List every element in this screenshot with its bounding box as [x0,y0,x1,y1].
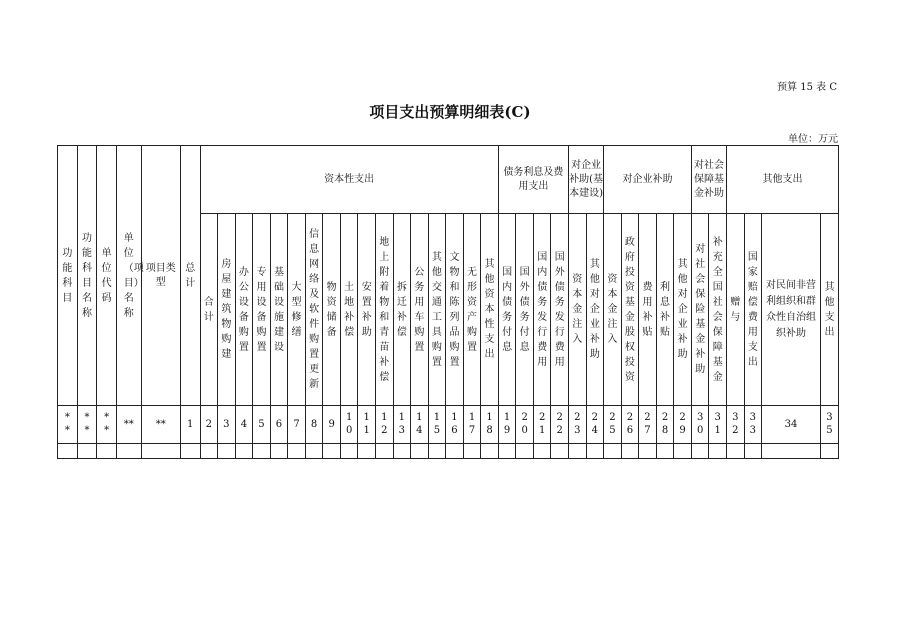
code-cell: 22 [551,406,569,444]
group-debt: 债务利息及费用支出 [498,146,568,214]
unit-label: 单位：万元 [788,134,838,145]
code-cell: 16 [446,406,464,444]
code-cell: 8 [305,406,323,444]
sub-col: 国内债务发行费用 [533,214,551,406]
code-cell: 20 [516,406,534,444]
sub-col: 资本金注入 [569,214,587,406]
code-cell: 34 [762,406,821,444]
sub-col: 其他交通工具购置 [428,214,446,406]
sub-col: 资本金注入 [604,214,622,406]
sub-col: 补充全国社会保障基金 [709,214,727,406]
sub-col: 专用设备购置 [253,214,271,406]
sub-col: 国外债务发行费用 [551,214,569,406]
sub-col: 政府投资基金股权投资 [621,214,639,406]
code-cell: 32 [727,406,745,444]
code-cell: 30 [691,406,709,444]
sub-col: 土地补偿 [340,214,358,406]
code-cell: 6 [270,406,288,444]
code-cell: 17 [463,406,481,444]
code-cell: 31 [709,406,727,444]
code-cell: 9 [323,406,341,444]
sub-col: 拆迁补偿 [393,214,411,406]
code-cell: ** [141,406,180,444]
code-cell: 18 [481,406,499,444]
sub-col: 房屋建筑物购建 [218,214,236,406]
code-cell: 19 [498,406,516,444]
code-cell: 23 [569,406,587,444]
code-cell: ** [97,406,117,444]
code-cell: 13 [393,406,411,444]
col-unit-code: 单位代码 [97,146,117,406]
group-social-security: 对社会保障基金补助 [691,146,726,214]
col-total: 总计 [180,146,200,406]
sub-col: 赠与 [727,214,745,406]
col-func-subject-name: 功能科目名称 [77,146,97,406]
code-cell: 4 [235,406,253,444]
sub-col: 其他资本性支出 [481,214,499,406]
group-header-row [58,146,839,214]
code-cell: 1 [180,406,200,444]
code-cell: ** [77,406,97,444]
code-row [58,406,839,444]
col-unit-project-name: 单位（项目）名称 [116,146,141,406]
sub-col: 基础设施建设 [270,214,288,406]
sub-col: 合计 [200,214,218,406]
code-cell: 15 [428,406,446,444]
col-func-subject: 功能科目 [58,146,78,406]
code-cell: 27 [639,406,657,444]
code-cell: 24 [586,406,604,444]
code-cell: 7 [288,406,306,444]
code-cell: 10 [340,406,358,444]
sub-col: 利息补贴 [656,214,674,406]
code-cell: 21 [533,406,551,444]
code-cell: 25 [604,406,622,444]
budget-detail-table [57,145,839,459]
code-cell: 29 [674,406,692,444]
code-cell: 33 [744,406,762,444]
sub-col: 无形资产购置 [463,214,481,406]
sub-col: 地上附着物和青苗补偿 [376,214,394,406]
sub-col: 信息网络及软件购置更新 [305,214,323,406]
sub-col: 文物和陈列品购置 [446,214,464,406]
code-cell: ** [58,406,78,444]
sub-col: 办公设备购置 [235,214,253,406]
empty-row [58,444,839,459]
sub-col: 国外债务付息 [516,214,534,406]
sub-col: 其他支出 [820,214,838,406]
group-enterprise-capital: 对企业补助(基本建设) [569,146,604,214]
code-cell: 12 [376,406,394,444]
sub-col: 安置补助 [358,214,376,406]
col-project-type: 项目类型 [141,146,180,406]
group-other: 其他支出 [727,146,839,214]
form-code: 预算 15 表 C [777,82,837,93]
sub-col: 对社会保险基金补助 [691,214,709,406]
sub-col: 其他对企业补助 [674,214,692,406]
code-cell: 28 [656,406,674,444]
group-enterprise-subsidy: 对企业补助 [604,146,692,214]
code-cell: 14 [411,406,429,444]
code-cell: 3 [218,406,236,444]
group-capital: 资本性支出 [200,146,498,214]
code-cell: 5 [253,406,271,444]
sub-col: 公务用车购置 [411,214,429,406]
sub-col: 费用补贴 [639,214,657,406]
sub-col: 对民间非营利组织和群众性自治组织补助 [762,214,821,406]
sub-col: 物资储备 [323,214,341,406]
page-title: 项目支出预算明细表(C) [369,103,531,121]
code-cell: 11 [358,406,376,444]
sub-col: 国家赔偿费用支出 [744,214,762,406]
sub-col: 国内债务付息 [498,214,516,406]
sub-col: 大型修缮 [288,214,306,406]
sub-col: 其他对企业补助 [586,214,604,406]
code-cell: ** [116,406,141,444]
code-cell: 2 [200,406,218,444]
code-cell: 26 [621,406,639,444]
code-cell: 35 [820,406,838,444]
